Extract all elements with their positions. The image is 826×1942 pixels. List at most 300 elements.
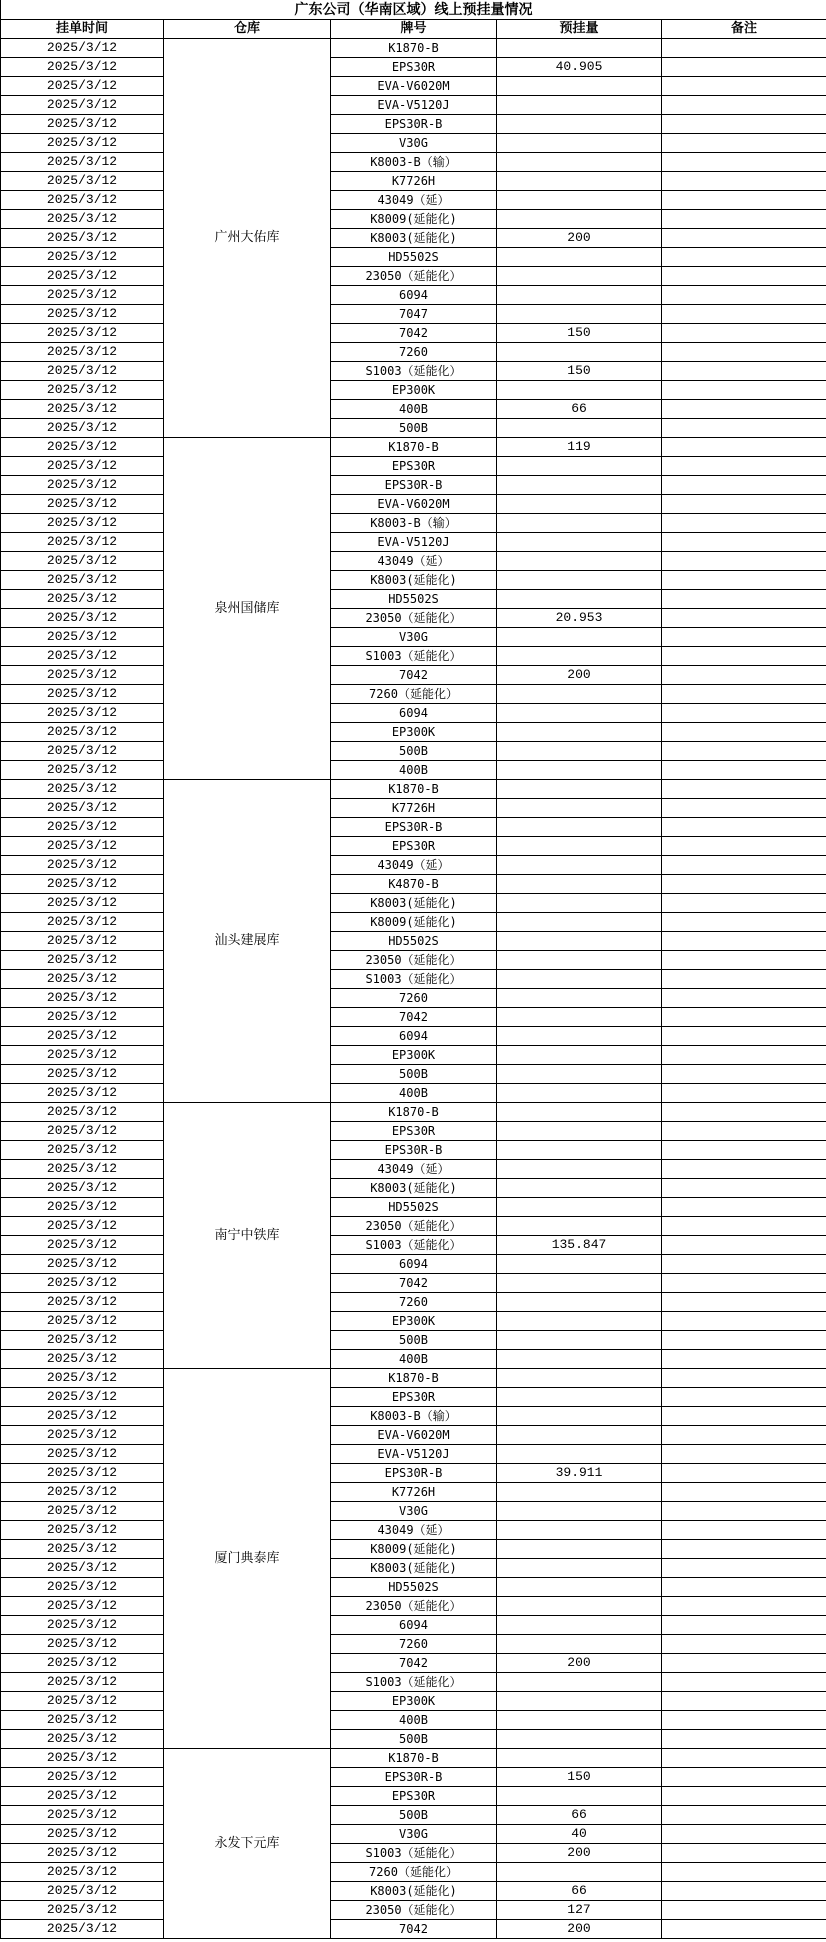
cell-note — [662, 58, 826, 77]
cell-quantity — [497, 1331, 662, 1350]
cell-note — [662, 1901, 826, 1920]
cell-date: 2025/3/12 — [1, 1103, 164, 1122]
table-row — [1, 1730, 826, 1749]
table-row — [1, 514, 826, 533]
cell-note — [662, 1141, 826, 1160]
table-row — [1, 153, 826, 172]
cell-brand: EPS30R — [331, 837, 497, 856]
cell-quantity — [497, 1141, 662, 1160]
cell-quantity — [497, 153, 662, 172]
table-row — [1, 1369, 826, 1388]
cell-note — [662, 761, 826, 780]
cell-brand: EVA-V5120J — [331, 1445, 497, 1464]
cell-brand: 7260 — [331, 989, 497, 1008]
cell-date: 2025/3/12 — [1, 305, 164, 324]
cell-brand: 6094 — [331, 1255, 497, 1274]
cell-brand: S1003（延能化） — [331, 970, 497, 989]
cell-note — [662, 894, 826, 913]
cell-quantity — [497, 1521, 662, 1540]
table-row — [1, 932, 826, 951]
cell-quantity — [497, 685, 662, 704]
cell-brand: EPS30R — [331, 1388, 497, 1407]
cell-note — [662, 590, 826, 609]
cell-brand: EPS30R — [331, 1122, 497, 1141]
cell-warehouse: 汕头建展库 — [164, 780, 331, 1103]
cell-date: 2025/3/12 — [1, 172, 164, 191]
table-row — [1, 1578, 826, 1597]
table-row — [1, 913, 826, 932]
cell-brand: 7042 — [331, 1654, 497, 1673]
cell-brand: V30G — [331, 1502, 497, 1521]
cell-brand: HD5502S — [331, 1578, 497, 1597]
cell-note — [662, 1027, 826, 1046]
table-row — [1, 1559, 826, 1578]
table-row — [1, 1065, 826, 1084]
cell-note — [662, 1920, 826, 1939]
cell-note — [662, 818, 826, 837]
cell-date: 2025/3/12 — [1, 248, 164, 267]
cell-note — [662, 153, 826, 172]
cell-quantity — [497, 115, 662, 134]
cell-date: 2025/3/12 — [1, 1597, 164, 1616]
cell-date: 2025/3/12 — [1, 913, 164, 932]
cell-brand: HD5502S — [331, 932, 497, 951]
table-row — [1, 1711, 826, 1730]
cell-brand: 43049（延） — [331, 1160, 497, 1179]
cell-note — [662, 1236, 826, 1255]
cell-quantity — [497, 210, 662, 229]
cell-date: 2025/3/12 — [1, 723, 164, 742]
cell-note — [662, 1331, 826, 1350]
cell-note — [662, 305, 826, 324]
cell-quantity — [497, 1711, 662, 1730]
cell-brand: HD5502S — [331, 1198, 497, 1217]
cell-note — [662, 1749, 826, 1768]
cell-note — [662, 1312, 826, 1331]
cell-brand: EP300K — [331, 723, 497, 742]
cell-brand: EPS30R-B — [331, 1141, 497, 1160]
table-row — [1, 381, 826, 400]
cell-brand: 500B — [331, 1331, 497, 1350]
cell-note — [662, 77, 826, 96]
cell-quantity — [497, 1350, 662, 1369]
cell-date: 2025/3/12 — [1, 1559, 164, 1578]
cell-note — [662, 1369, 826, 1388]
cell-brand: EPS30R-B — [331, 1768, 497, 1787]
cell-brand: K8003-B（输） — [331, 1407, 497, 1426]
cell-brand: 7042 — [331, 1274, 497, 1293]
cell-date: 2025/3/12 — [1, 666, 164, 685]
table-row — [1, 191, 826, 210]
cell-note — [662, 951, 826, 970]
cell-quantity — [497, 533, 662, 552]
table-row — [1, 1825, 826, 1844]
cell-quantity — [497, 1027, 662, 1046]
cell-brand: S1003（延能化） — [331, 1844, 497, 1863]
table-row — [1, 115, 826, 134]
cell-date: 2025/3/12 — [1, 1692, 164, 1711]
cell-quantity: 200 — [497, 229, 662, 248]
cell-warehouse: 永发下元库 — [164, 1749, 331, 1939]
cell-brand: K4870-B — [331, 875, 497, 894]
cell-quantity — [497, 1388, 662, 1407]
cell-date: 2025/3/12 — [1, 96, 164, 115]
cell-date: 2025/3/12 — [1, 286, 164, 305]
cell-date: 2025/3/12 — [1, 1141, 164, 1160]
cell-quantity — [497, 571, 662, 590]
cell-note — [662, 1806, 826, 1825]
cell-quantity — [497, 970, 662, 989]
cell-quantity — [497, 552, 662, 571]
table-row — [1, 533, 826, 552]
table-row — [1, 1236, 826, 1255]
table-row — [1, 571, 826, 590]
cell-quantity — [497, 818, 662, 837]
table-row — [1, 723, 826, 742]
table-row — [1, 818, 826, 837]
cell-note — [662, 666, 826, 685]
cell-date: 2025/3/12 — [1, 381, 164, 400]
table-row — [1, 552, 826, 571]
cell-date: 2025/3/12 — [1, 1768, 164, 1787]
table-row — [1, 1502, 826, 1521]
table-row — [1, 1274, 826, 1293]
table-row — [1, 58, 826, 77]
cell-brand: V30G — [331, 1825, 497, 1844]
cell-note — [662, 419, 826, 438]
cell-note — [662, 495, 826, 514]
cell-date: 2025/3/12 — [1, 438, 164, 457]
cell-quantity — [497, 1198, 662, 1217]
cell-date: 2025/3/12 — [1, 1046, 164, 1065]
cell-quantity — [497, 1103, 662, 1122]
cell-quantity: 200 — [497, 1920, 662, 1939]
cell-note — [662, 1521, 826, 1540]
cell-note — [662, 381, 826, 400]
cell-note — [662, 248, 826, 267]
cell-brand: K1870-B — [331, 1103, 497, 1122]
cell-note — [662, 1711, 826, 1730]
cell-date: 2025/3/12 — [1, 1673, 164, 1692]
table-row — [1, 96, 826, 115]
cell-brand: EVA-V5120J — [331, 96, 497, 115]
table-row — [1, 1388, 826, 1407]
cell-note — [662, 932, 826, 951]
cell-brand: 6094 — [331, 1027, 497, 1046]
cell-quantity — [497, 1692, 662, 1711]
cell-note — [662, 172, 826, 191]
cell-brand: K1870-B — [331, 39, 497, 58]
table-row — [1, 1616, 826, 1635]
cell-date: 2025/3/12 — [1, 989, 164, 1008]
table-row — [1, 1787, 826, 1806]
table-row — [1, 799, 826, 818]
cell-brand: K1870-B — [331, 780, 497, 799]
table-row — [1, 476, 826, 495]
cell-brand: K8009(延能化) — [331, 210, 497, 229]
table-row — [1, 1863, 826, 1882]
table-row — [1, 1749, 826, 1768]
table-row — [1, 172, 826, 191]
cell-brand: 6094 — [331, 286, 497, 305]
cell-date: 2025/3/12 — [1, 1616, 164, 1635]
cell-brand: EPS30R — [331, 58, 497, 77]
cell-brand: 43049（延） — [331, 1521, 497, 1540]
cell-quantity — [497, 1863, 662, 1882]
cell-quantity — [497, 305, 662, 324]
cell-date: 2025/3/12 — [1, 590, 164, 609]
cell-quantity — [497, 913, 662, 932]
cell-quantity — [497, 856, 662, 875]
table-row — [1, 1521, 826, 1540]
cell-quantity: 40 — [497, 1825, 662, 1844]
cell-brand: 7042 — [331, 324, 497, 343]
cell-note — [662, 229, 826, 248]
cell-quantity — [497, 1293, 662, 1312]
cell-quantity — [497, 989, 662, 1008]
cell-quantity — [497, 1578, 662, 1597]
cell-quantity — [497, 1407, 662, 1426]
cell-note — [662, 1673, 826, 1692]
cell-note — [662, 1160, 826, 1179]
cell-date: 2025/3/12 — [1, 1825, 164, 1844]
table-row — [1, 210, 826, 229]
cell-quantity — [497, 1046, 662, 1065]
cell-date: 2025/3/12 — [1, 932, 164, 951]
cell-quantity: 135.847 — [497, 1236, 662, 1255]
cell-quantity — [497, 381, 662, 400]
table-row — [1, 1920, 826, 1939]
cell-note — [662, 267, 826, 286]
cell-date: 2025/3/12 — [1, 1331, 164, 1350]
table-row — [1, 837, 826, 856]
table-row — [1, 1407, 826, 1426]
cell-warehouse: 广州大佑库 — [164, 39, 331, 438]
cell-brand: EPS30R-B — [331, 818, 497, 837]
cell-date: 2025/3/12 — [1, 115, 164, 134]
cell-date: 2025/3/12 — [1, 1920, 164, 1939]
cell-quantity — [497, 704, 662, 723]
cell-note — [662, 780, 826, 799]
cell-quantity — [497, 1483, 662, 1502]
cell-note — [662, 799, 826, 818]
cell-brand: EPS30R — [331, 1787, 497, 1806]
cell-quantity — [497, 1502, 662, 1521]
cell-note — [662, 1388, 826, 1407]
cell-date: 2025/3/12 — [1, 400, 164, 419]
cell-quantity: 150 — [497, 1768, 662, 1787]
cell-brand: S1003（延能化） — [331, 362, 497, 381]
table-row — [1, 1293, 826, 1312]
cell-quantity — [497, 267, 662, 286]
cell-note — [662, 1008, 826, 1027]
cell-note — [662, 875, 826, 894]
cell-brand: 7260 — [331, 1293, 497, 1312]
cell-date: 2025/3/12 — [1, 894, 164, 913]
cell-date: 2025/3/12 — [1, 1426, 164, 1445]
cell-quantity — [497, 1445, 662, 1464]
cell-quantity — [497, 799, 662, 818]
cell-brand: HD5502S — [331, 248, 497, 267]
cell-quantity — [497, 134, 662, 153]
cell-date: 2025/3/12 — [1, 1084, 164, 1103]
cell-brand: 7260（延能化） — [331, 1863, 497, 1882]
cell-date: 2025/3/12 — [1, 343, 164, 362]
cell-quantity — [497, 286, 662, 305]
header-row — [1, 20, 826, 39]
cell-note — [662, 343, 826, 362]
table-row — [1, 324, 826, 343]
cell-brand: 500B — [331, 419, 497, 438]
table-row — [1, 1426, 826, 1445]
cell-note — [662, 1540, 826, 1559]
cell-date: 2025/3/12 — [1, 1179, 164, 1198]
cell-quantity: 39.911 — [497, 1464, 662, 1483]
cell-note — [662, 1787, 826, 1806]
cell-brand: V30G — [331, 628, 497, 647]
cell-warehouse: 南宁中铁库 — [164, 1103, 331, 1369]
header-brand: 牌号 — [331, 20, 497, 39]
table-row — [1, 248, 826, 267]
cell-brand: S1003（延能化） — [331, 1673, 497, 1692]
cell-date: 2025/3/12 — [1, 856, 164, 875]
cell-date: 2025/3/12 — [1, 1255, 164, 1274]
cell-note — [662, 628, 826, 647]
cell-quantity — [497, 39, 662, 58]
cell-brand: 7260 — [331, 343, 497, 362]
cell-quantity: 200 — [497, 666, 662, 685]
table-row — [1, 267, 826, 286]
cell-date: 2025/3/12 — [1, 267, 164, 286]
table-row — [1, 1806, 826, 1825]
cell-date: 2025/3/12 — [1, 799, 164, 818]
cell-note — [662, 609, 826, 628]
cell-date: 2025/3/12 — [1, 229, 164, 248]
cell-quantity — [497, 628, 662, 647]
cell-brand: EP300K — [331, 381, 497, 400]
cell-date: 2025/3/12 — [1, 1293, 164, 1312]
table-row — [1, 438, 826, 457]
cell-date: 2025/3/12 — [1, 1350, 164, 1369]
cell-quantity — [497, 837, 662, 856]
cell-quantity — [497, 96, 662, 115]
cell-brand: 23050（延能化） — [331, 1217, 497, 1236]
table-row — [1, 742, 826, 761]
cell-brand: EP300K — [331, 1692, 497, 1711]
cell-brand: EPS30R-B — [331, 1464, 497, 1483]
table-row — [1, 229, 826, 248]
table-row — [1, 1901, 826, 1920]
table-row — [1, 39, 826, 58]
cell-quantity — [497, 780, 662, 799]
cell-quantity — [497, 1274, 662, 1293]
cell-date: 2025/3/12 — [1, 1445, 164, 1464]
cell-date: 2025/3/12 — [1, 419, 164, 438]
table-row — [1, 989, 826, 1008]
cell-quantity: 200 — [497, 1654, 662, 1673]
table-row — [1, 286, 826, 305]
cell-brand: 23050（延能化） — [331, 1901, 497, 1920]
cell-quantity — [497, 647, 662, 666]
cell-date: 2025/3/12 — [1, 1236, 164, 1255]
cell-note — [662, 1844, 826, 1863]
cell-brand: 7047 — [331, 305, 497, 324]
cell-quantity — [497, 590, 662, 609]
cell-note — [662, 970, 826, 989]
cell-brand: 400B — [331, 400, 497, 419]
cell-date: 2025/3/12 — [1, 1027, 164, 1046]
header-date: 挂单时间 — [1, 20, 164, 39]
cell-brand: 43049（延） — [331, 552, 497, 571]
cell-brand: EPS30R-B — [331, 115, 497, 134]
cell-note — [662, 1217, 826, 1236]
cell-note — [662, 1616, 826, 1635]
table-row — [1, 134, 826, 153]
cell-date: 2025/3/12 — [1, 1160, 164, 1179]
table-row — [1, 305, 826, 324]
cell-quantity — [497, 723, 662, 742]
table-row — [1, 1027, 826, 1046]
cell-note — [662, 457, 826, 476]
table-row — [1, 343, 826, 362]
cell-brand: 43049（延） — [331, 856, 497, 875]
cell-quantity: 200 — [497, 1844, 662, 1863]
cell-date: 2025/3/12 — [1, 210, 164, 229]
cell-quantity — [497, 1426, 662, 1445]
cell-date: 2025/3/12 — [1, 77, 164, 96]
cell-brand: K8003(延能化) — [331, 1882, 497, 1901]
cell-quantity — [497, 1673, 662, 1692]
cell-brand: 500B — [331, 742, 497, 761]
cell-quantity — [497, 1122, 662, 1141]
cell-quantity: 40.905 — [497, 58, 662, 77]
cell-date: 2025/3/12 — [1, 514, 164, 533]
cell-quantity: 20.953 — [497, 609, 662, 628]
cell-brand: EPS30R-B — [331, 476, 497, 495]
cell-brand: 23050（延能化） — [331, 1597, 497, 1616]
header-note: 备注 — [662, 20, 826, 39]
table-row — [1, 856, 826, 875]
cell-brand: 500B — [331, 1730, 497, 1749]
cell-date: 2025/3/12 — [1, 1274, 164, 1293]
cell-quantity — [497, 1616, 662, 1635]
cell-warehouse: 泉州国储库 — [164, 438, 331, 780]
table-row — [1, 1654, 826, 1673]
table-row — [1, 1673, 826, 1692]
table-row — [1, 780, 826, 799]
table-row — [1, 1445, 826, 1464]
cell-note — [662, 1084, 826, 1103]
table-row — [1, 951, 826, 970]
table-row — [1, 1692, 826, 1711]
cell-date: 2025/3/12 — [1, 837, 164, 856]
table-row — [1, 1179, 826, 1198]
cell-quantity — [497, 1312, 662, 1331]
table-row — [1, 1844, 826, 1863]
cell-quantity — [497, 1217, 662, 1236]
table-row — [1, 609, 826, 628]
cell-date: 2025/3/12 — [1, 153, 164, 172]
table-row — [1, 1084, 826, 1103]
cell-quantity — [497, 343, 662, 362]
cell-brand: K8003(延能化) — [331, 229, 497, 248]
cell-note — [662, 837, 826, 856]
cell-brand: K8003-B（输） — [331, 153, 497, 172]
table-row — [1, 419, 826, 438]
cell-note — [662, 685, 826, 704]
cell-brand: K7726H — [331, 1483, 497, 1502]
cell-date: 2025/3/12 — [1, 552, 164, 571]
